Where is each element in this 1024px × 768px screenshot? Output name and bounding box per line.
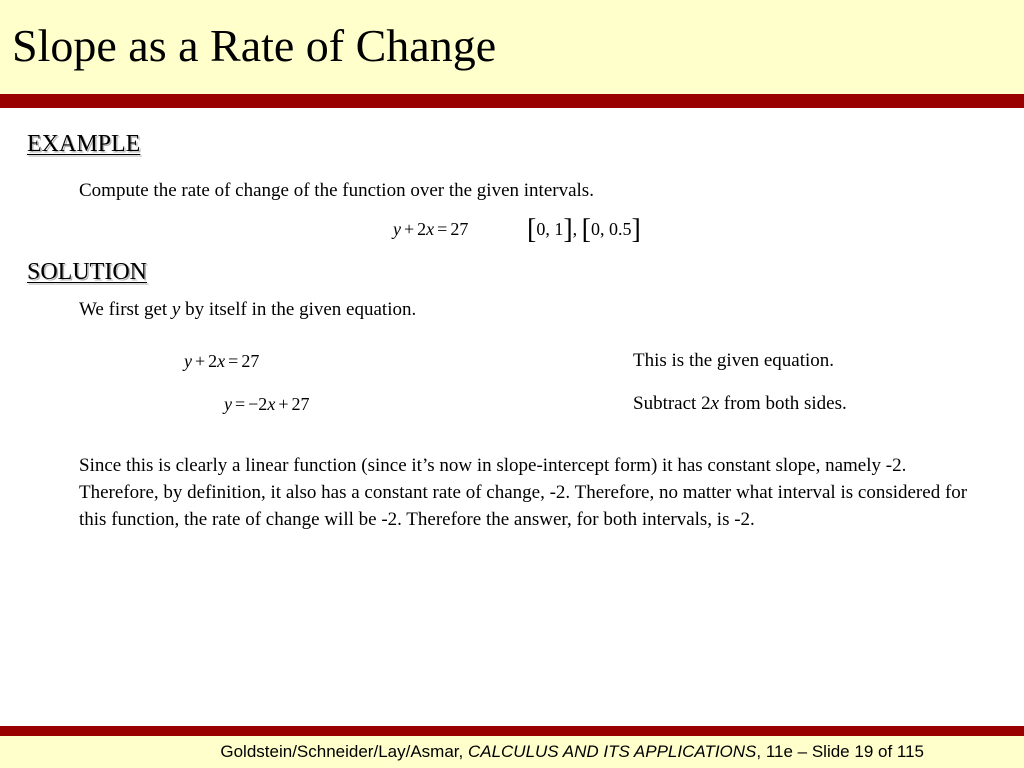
footer-slide-number: , 11e – Slide 19 of 115: [756, 742, 924, 761]
bracket-open-1: [: [527, 214, 537, 245]
step-2-note-before: Subtract 2: [633, 393, 711, 414]
solution-heading: SOLUTION: [27, 259, 147, 285]
step-1-note: This is the given equation.: [633, 350, 835, 371]
interval-separator: ,: [572, 219, 578, 239]
eq-var-x: x: [426, 219, 435, 239]
step-1-var-x: x: [217, 351, 226, 371]
step-2-var-y: y: [224, 394, 232, 414]
step-2-var-x: x: [267, 394, 276, 414]
solution-intro: [79, 298, 416, 322]
footer-book-title: CALCULUS AND ITS APPLICATIONS: [467, 742, 757, 761]
step-2-rhs: 27: [291, 394, 310, 414]
slide-title: Slope as a Rate of Change: [12, 20, 497, 71]
step-2-note-var: x: [710, 393, 720, 414]
solution-conclusion: Since this is clearly a linear function (since it’s now in slope-intercept form) it has constant slope, namely -2. Therefore, by definition, it also has a constant rate of change, -2. Therefore, no matter what interval is considered for this function, the rate of change will be -2. Therefore the answer, for both intervals, is -2.: [79, 455, 968, 530]
eq-equals: =: [437, 219, 448, 239]
step-2-note: [633, 392, 847, 416]
step-2-note-after: from both sides.: [719, 393, 847, 414]
eq-coef: 2: [417, 219, 427, 239]
bracket-close-1: ]: [563, 214, 573, 245]
bracket-open-2: [: [581, 214, 591, 245]
eq-plus: +: [404, 219, 415, 239]
step-1-coef: 2: [208, 351, 218, 371]
eq-var-y: y: [393, 219, 401, 239]
step-2-plus: +: [278, 394, 289, 414]
solution-intro-var: y: [171, 299, 181, 320]
title-rule: [0, 94, 1024, 108]
example-intervals: [527, 214, 641, 245]
slide-footer: [220, 741, 924, 763]
step-1-var-y: y: [184, 351, 192, 371]
step-2-equation: [224, 392, 309, 416]
solution-intro-after: by itself in the given equation.: [180, 299, 417, 320]
footer-rule: [0, 726, 1024, 736]
footer-authors: Goldstein/Schneider/Lay/Asmar,: [220, 742, 468, 761]
eq-rhs: 27: [450, 219, 469, 239]
interval-second: 0, 0.5: [590, 219, 632, 239]
step-1-equals: =: [228, 351, 239, 371]
interval-first: 0, 1: [536, 219, 564, 239]
example-prompt: Compute the rate of change of the function over the given intervals.: [79, 180, 594, 201]
bracket-close-2: ]: [631, 214, 641, 245]
step-2-neg-coef: −2: [248, 394, 268, 414]
example-equation: [393, 217, 468, 241]
step-1-plus: +: [195, 351, 206, 371]
step-2-equals: =: [235, 394, 246, 414]
step-1-rhs: 27: [241, 351, 260, 371]
step-1-equation: [184, 349, 259, 373]
example-heading: EXAMPLE: [27, 131, 141, 157]
solution-intro-before: We first get: [79, 299, 172, 320]
